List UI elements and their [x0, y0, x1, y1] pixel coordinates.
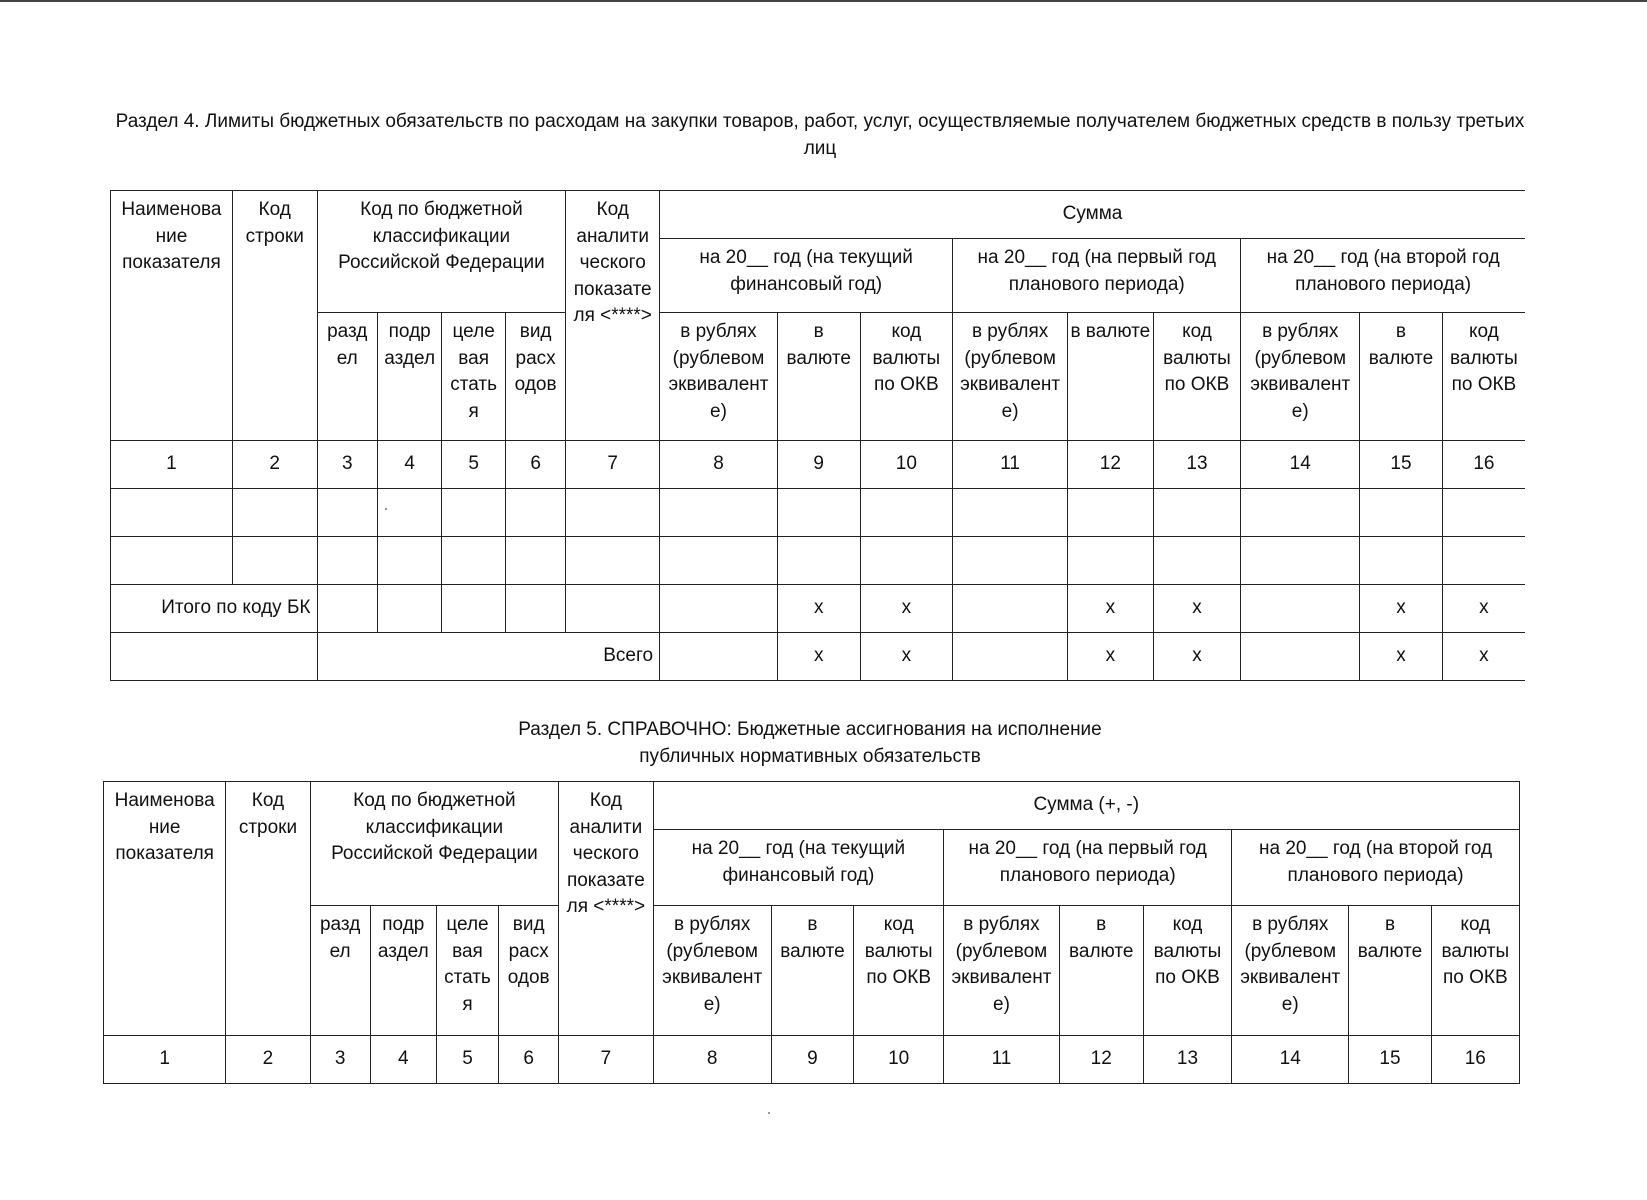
section-4-table [110, 190, 1525, 681]
x-mark: x [1360, 633, 1443, 681]
empty-cell [1360, 489, 1443, 537]
scan-speck [385, 508, 387, 510]
empty-cell [1442, 537, 1525, 585]
x-mark: x [1153, 633, 1241, 681]
header-year-second: на 20__ год (на второй год планового периода) [1241, 239, 1525, 313]
empty-cell [566, 537, 660, 585]
header-row-1 [111, 191, 1526, 239]
header-rub: в рублях (рублевом эквивалент е) [1241, 313, 1360, 441]
empty-cell [660, 585, 778, 633]
header-row-code: Код строки [232, 191, 317, 441]
column-number: 4 [370, 1036, 436, 1084]
column-number: 9 [777, 441, 860, 489]
column-number: 5 [442, 441, 505, 489]
empty-cell [1442, 489, 1525, 537]
column-number: 16 [1431, 1036, 1519, 1084]
header-podrazdel: подр аздел [370, 906, 436, 1036]
x-mark: x [1442, 633, 1525, 681]
empty-cell [377, 489, 441, 537]
column-number: 11 [944, 1036, 1059, 1084]
x-mark: x [860, 633, 953, 681]
empty-cell [317, 537, 377, 585]
empty-cell [111, 633, 318, 681]
empty-cell [1360, 537, 1443, 585]
section-5-table [103, 781, 1520, 1084]
empty-cell [317, 585, 377, 633]
empty-cell [1068, 537, 1154, 585]
header-val: в валюте [771, 906, 853, 1036]
section-5-title-line-1: Раздел 5. СПРАВОЧНО: Бюджетные ассигнования на исполнение [518, 719, 1102, 740]
section-4-title: Раздел 4. Лимиты бюджетных обязательств по расходам на закупки товаров, работ, услуг, осуществляемые получателем бюджетных средств в пользу третьих лиц [115, 111, 1525, 159]
empty-cell [111, 489, 233, 537]
header-vid: вид расх одов [499, 906, 559, 1036]
column-number: 16 [1442, 441, 1525, 489]
header-celevaya: целе вая стать я [442, 313, 505, 441]
column-number: 6 [499, 1036, 559, 1084]
section-5-title [300, 716, 1320, 770]
empty-cell [566, 489, 660, 537]
column-number: 10 [860, 441, 953, 489]
header-val: в валюте [1059, 906, 1143, 1036]
header-vid: вид расх одов [505, 313, 565, 441]
grand-total-row [111, 633, 1526, 681]
header-year-current: на 20__ год (на текущий финансовый год) [653, 830, 944, 906]
header-row-3 [104, 906, 1520, 1036]
empty-cell [442, 585, 505, 633]
header-analytic-code: Код аналити ческого показате ля <****> [559, 782, 653, 1036]
section-5-title-line-2: публичных нормативных обязательств [639, 746, 981, 767]
header-sum: Сумма [660, 191, 1525, 239]
empty-cell [317, 489, 377, 537]
column-number: 7 [566, 441, 660, 489]
empty-cell [777, 537, 860, 585]
empty-cell [777, 489, 860, 537]
x-mark: x [777, 633, 860, 681]
column-number: 2 [226, 1036, 310, 1084]
empty-cell [1153, 537, 1241, 585]
empty-cell [232, 537, 317, 585]
header-val: в валюте [1349, 906, 1431, 1036]
empty-data-row [111, 489, 1526, 537]
header-bk-code: Код по бюджетной классификации Российской Федерации [317, 191, 566, 313]
header-val: в валюте [777, 313, 860, 441]
x-mark: x [1068, 633, 1154, 681]
header-row-1 [104, 782, 1520, 830]
header-okv: код валюты по ОКВ [1143, 906, 1231, 1036]
column-number: 15 [1360, 441, 1443, 489]
column-number: 14 [1232, 1036, 1349, 1084]
header-name: Наименова ние показателя [111, 191, 233, 441]
header-rub: в рублях (рублевом эквивалент е) [653, 906, 771, 1036]
column-number: 10 [854, 1036, 944, 1084]
empty-cell [442, 537, 505, 585]
column-number: 1 [104, 1036, 226, 1084]
empty-cell [953, 585, 1068, 633]
empty-cell [505, 585, 565, 633]
header-row-code: Код строки [226, 782, 310, 1036]
empty-cell [505, 489, 565, 537]
header-sum: Сумма (+, -) [653, 782, 1520, 830]
empty-cell [860, 489, 953, 537]
header-rub: в рублях (рублевом эквивалент е) [660, 313, 778, 441]
empty-cell [111, 537, 233, 585]
x-mark: x [777, 585, 860, 633]
header-year-current: на 20__ год (на текущий финансовый год) [660, 239, 953, 313]
empty-cell [660, 537, 778, 585]
empty-cell [953, 537, 1068, 585]
empty-data-row [111, 537, 1526, 585]
x-mark: x [860, 585, 953, 633]
header-row-3 [111, 313, 1526, 441]
empty-cell [1241, 489, 1360, 537]
column-number: 2 [232, 441, 317, 489]
header-bk-code: Код по бюджетной классификации Российской Федерации [310, 782, 559, 906]
column-number: 6 [505, 441, 565, 489]
empty-cell [1241, 585, 1360, 633]
header-year-first: на 20__ год (на первый год планового периода) [953, 239, 1241, 313]
header-year-second: на 20__ год (на второй год планового периода) [1232, 830, 1520, 906]
empty-cell [953, 633, 1068, 681]
header-okv: код валюты по ОКВ [1153, 313, 1241, 441]
x-mark: x [1442, 585, 1525, 633]
column-number: 13 [1143, 1036, 1231, 1084]
x-mark: x [1360, 585, 1443, 633]
empty-cell [442, 489, 505, 537]
empty-cell [505, 537, 565, 585]
header-celevaya: целе вая стать я [436, 906, 498, 1036]
column-number: 14 [1241, 441, 1360, 489]
scan-top-edge [0, 0, 1647, 2]
column-number: 4 [377, 441, 441, 489]
empty-cell [377, 585, 441, 633]
column-number: 9 [771, 1036, 853, 1084]
column-number-row [111, 441, 1526, 489]
empty-cell [1241, 537, 1360, 585]
column-number: 1 [111, 441, 233, 489]
column-number: 5 [436, 1036, 498, 1084]
header-analytic-code: Код аналити ческого показате ля <****> [566, 191, 660, 441]
column-number-row [104, 1036, 1520, 1084]
column-number: 7 [559, 1036, 653, 1084]
x-mark: x [1068, 585, 1154, 633]
header-okv: код валюты по ОКВ [1431, 906, 1519, 1036]
column-number: 3 [317, 441, 377, 489]
empty-cell [1068, 489, 1154, 537]
header-val: в валюте [1360, 313, 1443, 441]
header-razdel: разд ел [310, 906, 370, 1036]
scan-speck [768, 1112, 770, 1114]
header-podrazdel: подр аздел [377, 313, 441, 441]
empty-cell [860, 537, 953, 585]
column-number: 11 [953, 441, 1068, 489]
empty-cell [566, 585, 660, 633]
column-number: 8 [653, 1036, 771, 1084]
column-number: 3 [310, 1036, 370, 1084]
empty-cell [232, 489, 317, 537]
header-rub: в рублях (рублевом эквивалент е) [953, 313, 1068, 441]
header-year-first: на 20__ год (на первый год планового периода) [944, 830, 1232, 906]
header-razdel: разд ел [317, 313, 377, 441]
header-okv: код валюты по ОКВ [860, 313, 953, 441]
column-number: 12 [1059, 1036, 1143, 1084]
header-okv: код валюты по ОКВ [1442, 313, 1525, 441]
header-name: Наименова ние показателя [104, 782, 226, 1036]
empty-cell [377, 537, 441, 585]
column-number: 13 [1153, 441, 1241, 489]
column-number: 8 [660, 441, 778, 489]
empty-cell [660, 489, 778, 537]
empty-cell [660, 633, 778, 681]
empty-cell [1241, 633, 1360, 681]
total-bk-label: Итого по коду БК [111, 585, 318, 633]
column-number: 15 [1349, 1036, 1431, 1084]
total-bk-row [111, 585, 1526, 633]
header-rub: в рублях (рублевом эквивалент е) [944, 906, 1059, 1036]
column-number: 12 [1068, 441, 1154, 489]
header-rub: в рублях (рублевом эквивалент е) [1232, 906, 1349, 1036]
empty-cell [1153, 489, 1241, 537]
header-okv: код валюты по ОКВ [854, 906, 944, 1036]
x-mark: x [1153, 585, 1241, 633]
empty-cell [953, 489, 1068, 537]
grand-total-label: Всего [317, 633, 660, 681]
header-val: в валюте [1068, 313, 1154, 441]
